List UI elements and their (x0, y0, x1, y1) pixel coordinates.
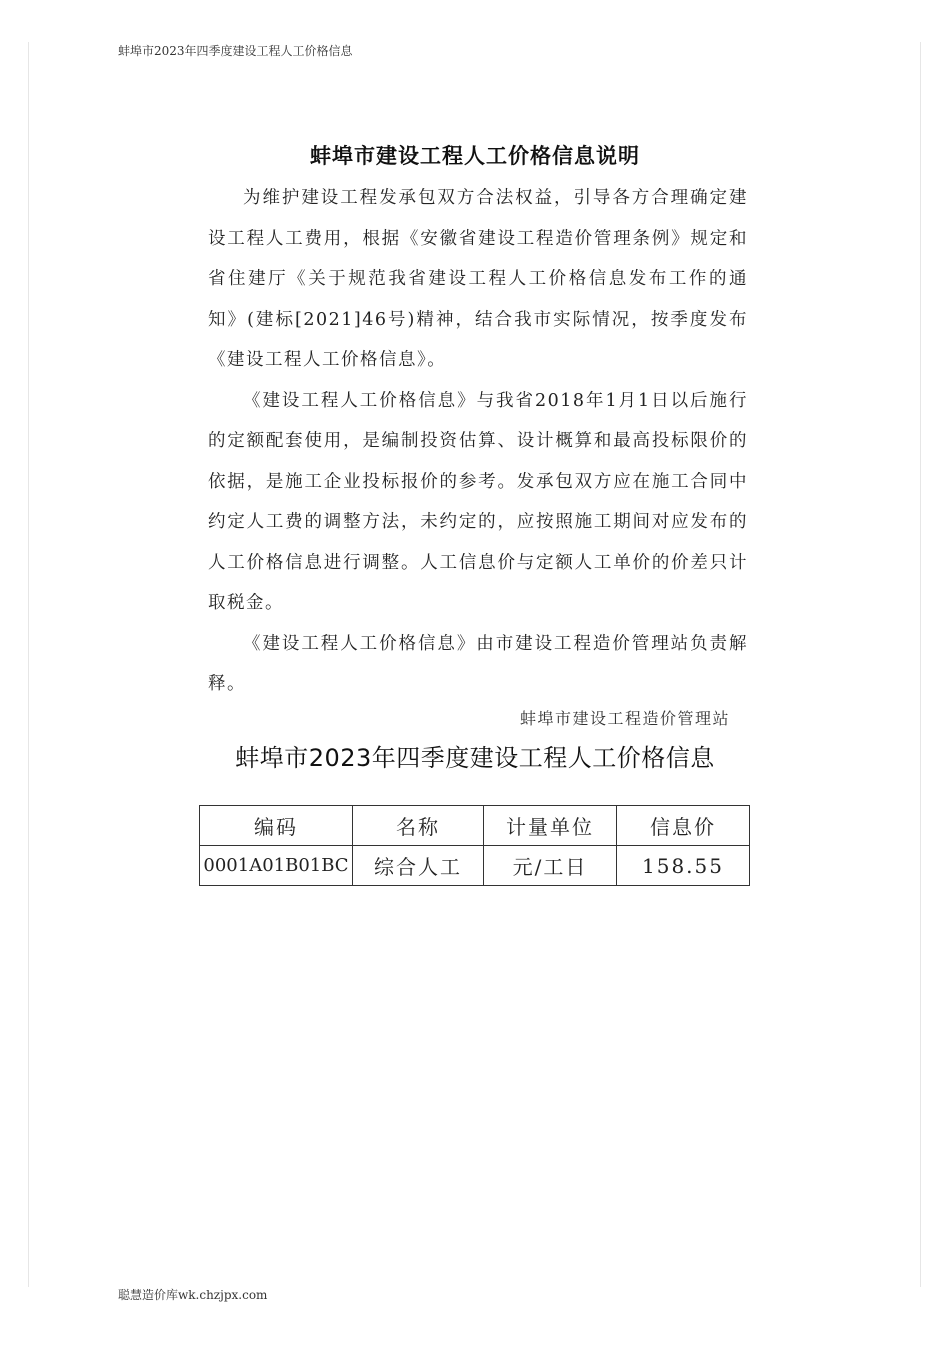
table-row (200, 846, 750, 886)
page-edge-right (920, 42, 921, 1287)
paragraph-interpretation: 《建设工程人工价格信息》由市建设工程造价管理站负责解释。 (208, 633, 748, 694)
page-edge-left (28, 42, 29, 1287)
explanation-title: 蚌埠市建设工程人工价格信息说明 (310, 144, 640, 168)
header-price: 信息价 (617, 806, 750, 846)
issuer-signature: 蚌埠市建设工程造价管理站 (519, 709, 730, 728)
cell-price: 158.55 (617, 846, 750, 886)
paragraph-purpose: 为维护建设工程发承包双方合法权益，引导各方合理确定建设工程人工费用，根据《安徽省建设工程造价管理条例》规定和省住建厅《关于规范我省建设工程人工价格信息发布工作的通知》(建标[2021]46号)精神，结合我市实际情况，按季度发布《建设工程人工价格信息》。 (208, 188, 748, 370)
price-table (199, 805, 750, 886)
header-unit: 计量单位 (484, 806, 617, 846)
page-footer: 聪慧造价库wk.chzjpx.com (118, 1288, 268, 1302)
cell-code: 0001A01B01BC (200, 846, 353, 886)
price-table-title: 蚌埠市2023年四季度建设工程人工价格信息 (235, 744, 715, 772)
running-header: 蚌埠市2023年四季度建设工程人工价格信息 (118, 44, 353, 58)
header-name: 名称 (353, 806, 484, 846)
header-code: 编码 (200, 806, 353, 846)
table-header-row (200, 806, 750, 846)
cell-name: 综合人工 (353, 846, 484, 886)
explanation-body (208, 178, 748, 705)
cell-unit: 元/工日 (484, 846, 617, 886)
paragraph-usage: 《建设工程人工价格信息》与我省2018年1月1日以后施行的定额配套使用，是编制投资估算、设计概算和最高投标限价的依据，是施工企业投标报价的参考。发承包双方应在施工合同中约定人工费的调整方法，未约定的，应按照施工期间对应发布的人工价格信息进行调整。人工信息价与定额人工单价的价差只计取税金。 (208, 390, 748, 613)
